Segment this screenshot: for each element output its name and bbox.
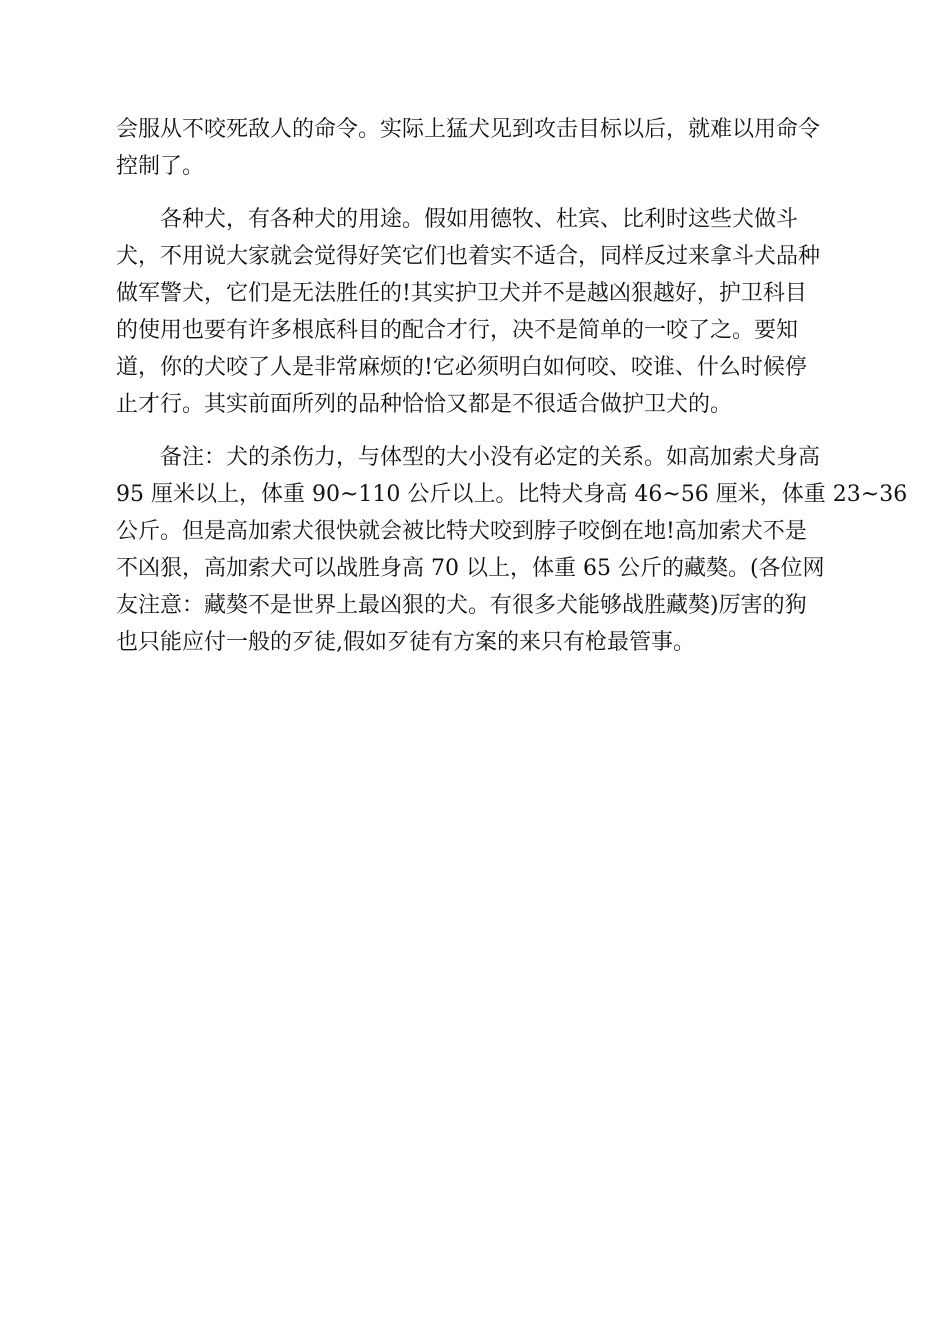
text-line: 备注：犬的杀伤力，与体型的大小没有必定的关系。如高加索犬身高 bbox=[160, 445, 821, 470]
text-line: 控制了。 bbox=[116, 154, 205, 179]
document-body bbox=[116, 111, 908, 661]
text-line: 犬，不用说大家就会觉得好笑它们也着实不适合，同样反过来拿斗犬品种 bbox=[116, 244, 821, 269]
paragraph-spacer bbox=[116, 185, 836, 201]
paragraph-1 bbox=[116, 111, 836, 185]
paragraph-2 bbox=[116, 201, 836, 423]
text-line: 各种犬，有各种犬的用途。假如用德牧、杜宾、比利时这些犬做斗 bbox=[160, 207, 799, 232]
text-line: 不凶狠，高加索犬可以战胜身高 70 以上，体重 65 公斤的藏獒。(各位网 bbox=[116, 556, 825, 581]
text-line: 也只能应付一般的歹徒,假如歹徒有方案的来只有枪最管事。 bbox=[116, 630, 695, 655]
text-line: 做军警犬，它们是无法胜任的!其实护卫犬并不是越凶狠越好，护卫科目 bbox=[116, 281, 807, 306]
text-line: 会服从不咬死敌人的命令。实际上猛犬见到攻击目标以后，就难以用命令 bbox=[116, 117, 821, 142]
paragraph-3 bbox=[116, 439, 908, 661]
paragraph-spacer bbox=[116, 423, 836, 439]
text-line: 的使用也要有许多根底科目的配合才行，决不是简单的一咬了之。要知 bbox=[116, 318, 799, 343]
text-line: 道，你的犬咬了人是非常麻烦的!它必须明白如何咬、咬谁、什么时候停 bbox=[116, 355, 807, 380]
text-line: 公斤。但是高加索犬很快就会被比特犬咬到脖子咬倒在地!高加索犬不是 bbox=[116, 519, 807, 544]
text-line: 止才行。其实前面所列的品种恰恰又都是不很适合做护卫犬的。 bbox=[116, 392, 733, 417]
text-line: 友注意：藏獒不是世界上最凶狠的犬。有很多犬能够战胜藏獒)厉害的狗 bbox=[116, 593, 807, 618]
text-line: 95 厘米以上，体重 90~110 公斤以上。比特犬身高 46~56 厘米，体重 23~36 bbox=[116, 482, 908, 507]
